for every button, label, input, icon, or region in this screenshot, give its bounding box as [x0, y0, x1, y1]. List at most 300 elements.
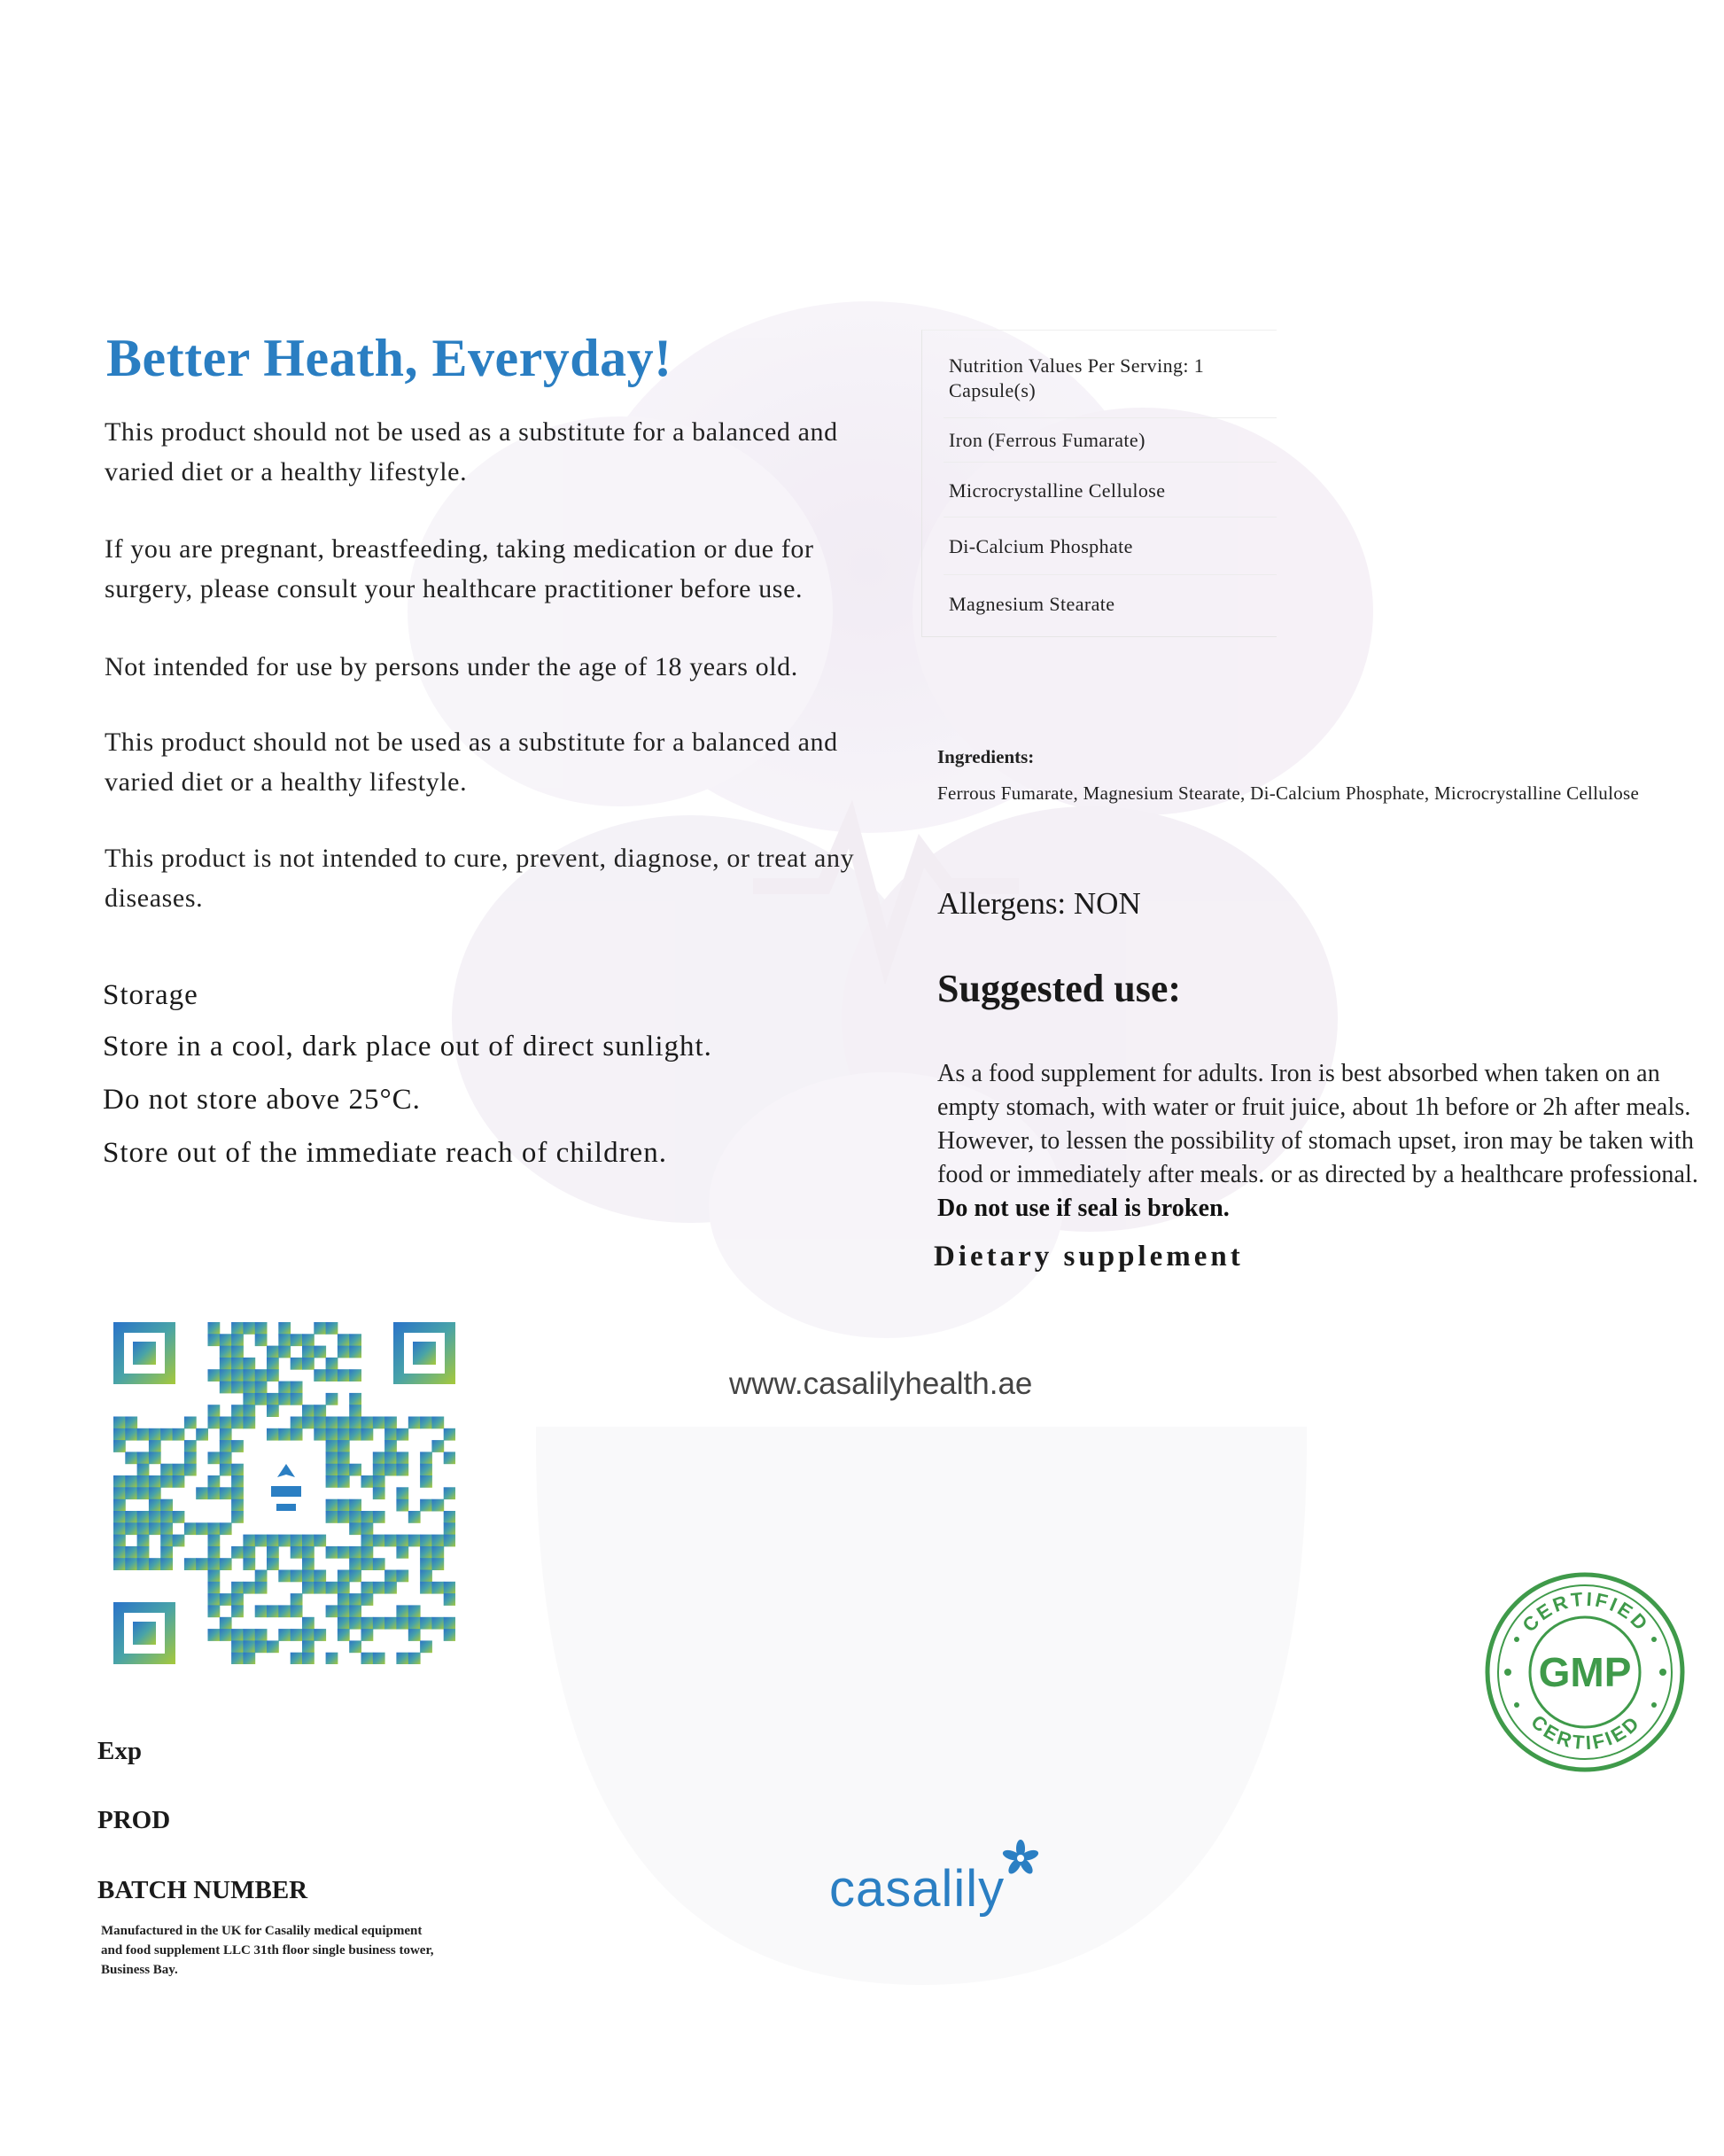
- qr-module: [243, 1405, 255, 1417]
- qr-module: [243, 1382, 255, 1394]
- qr-module: [231, 1499, 244, 1512]
- qr-module: [160, 1428, 173, 1441]
- qr-module: [444, 1452, 455, 1464]
- qr-module: [278, 1393, 291, 1405]
- qr-module: [231, 1511, 244, 1523]
- disclaimer-paragraph: If you are pregnant, breastfeeding, taking medication or due for surgery, please consult your healthcare practitioner before use.: [105, 534, 814, 603]
- qr-module: [314, 1428, 326, 1441]
- qr-module: [220, 1522, 232, 1535]
- qr-module: [431, 1582, 444, 1594]
- qr-module: [220, 1487, 232, 1499]
- qr-module: [431, 1417, 444, 1429]
- qr-module: [349, 1428, 361, 1441]
- qr-module: [302, 1558, 315, 1570]
- qr-module: [208, 1535, 221, 1547]
- qr-module: [137, 1452, 150, 1464]
- nutrition-table: [921, 330, 1277, 637]
- qr-module: [338, 1428, 350, 1441]
- qr-module: [302, 1417, 315, 1429]
- qr-module: [444, 1535, 455, 1547]
- qr-module: [243, 1322, 255, 1335]
- qr-module: [314, 1346, 326, 1358]
- qr-module: [113, 1428, 126, 1441]
- qr-module: [373, 1653, 385, 1664]
- qr-module: [113, 1440, 126, 1452]
- qr-module: [420, 1535, 432, 1547]
- qr-module: [231, 1582, 244, 1594]
- qr-module: [220, 1428, 232, 1441]
- qr-module: [420, 1417, 432, 1429]
- qr-module: [396, 1428, 408, 1441]
- qr-module: [431, 1546, 444, 1559]
- qr-module: [231, 1475, 244, 1488]
- qr-module: [231, 1605, 244, 1617]
- qr-module: [349, 1393, 361, 1405]
- batch-number-label: BATCH NUMBER: [97, 1876, 308, 1904]
- brand-logo: casalily: [829, 1860, 1006, 1918]
- qr-module: [160, 1546, 173, 1559]
- qr-module: [113, 1546, 126, 1559]
- qr-module: [149, 1452, 161, 1464]
- qr-module: [408, 1417, 421, 1429]
- qr-module: [338, 1605, 350, 1617]
- lily-flower-icon: [1001, 1839, 1040, 1878]
- qr-module: [396, 1487, 408, 1499]
- qr-module: [326, 1605, 338, 1617]
- qr-module: [173, 1511, 185, 1523]
- qr-module: [291, 1334, 303, 1346]
- qr-module: [160, 1535, 173, 1547]
- qr-module: [267, 1558, 279, 1570]
- qr-module: [137, 1487, 150, 1499]
- qr-module: [208, 1322, 221, 1335]
- qr-module: [361, 1428, 374, 1441]
- qr-module: [113, 1487, 126, 1499]
- qr-module: [243, 1653, 255, 1664]
- qr-module: [326, 1475, 338, 1488]
- qr-module: [255, 1382, 268, 1394]
- qr-module: [243, 1546, 255, 1559]
- qr-module: [125, 1487, 137, 1499]
- qr-module: [302, 1346, 315, 1358]
- qr-module: [361, 1535, 374, 1547]
- qr-module: [349, 1346, 361, 1358]
- qr-module: [314, 1629, 326, 1641]
- qr-module: [349, 1570, 361, 1583]
- qr-module: [302, 1617, 315, 1630]
- qr-module: [220, 1346, 232, 1358]
- qr-module: [220, 1417, 232, 1429]
- qr-module: [125, 1428, 137, 1441]
- qr-module: [113, 1558, 126, 1570]
- nutrition-row: Iron (Ferrous Fumarate): [949, 429, 1145, 451]
- qr-module: [373, 1464, 385, 1476]
- qr-module: [349, 1499, 361, 1512]
- qr-module: [408, 1629, 421, 1641]
- qr-module: [208, 1369, 221, 1382]
- qr-module: [220, 1382, 232, 1394]
- qr-module: [338, 1475, 350, 1488]
- qr-module: [291, 1393, 303, 1405]
- qr-module: [338, 1570, 350, 1583]
- qr-module: [396, 1452, 408, 1464]
- seal-center-text: GMP: [1538, 1649, 1632, 1695]
- ingredients-text: Ferrous Fumarate, Magnesium Stearate, Di-Calcium Phosphate, Microcrystalline Cellulose: [937, 782, 1640, 804]
- qr-module: [208, 1629, 221, 1641]
- qr-module: [231, 1334, 244, 1346]
- qr-module: [384, 1464, 397, 1476]
- qr-module: [338, 1440, 350, 1452]
- qr-module: [338, 1593, 350, 1606]
- qr-module: [302, 1546, 315, 1559]
- qr-module: [291, 1653, 303, 1664]
- qr-module: [373, 1417, 385, 1429]
- qr-module: [231, 1640, 244, 1653]
- qr-module: [349, 1334, 361, 1346]
- qr-module: [338, 1629, 350, 1641]
- qr-module: [278, 1629, 291, 1641]
- qr-module: [396, 1546, 408, 1559]
- qr-module: [278, 1570, 291, 1583]
- qr-module: [243, 1640, 255, 1653]
- qr-module: [431, 1617, 444, 1630]
- qr-module: [396, 1464, 408, 1476]
- qr-module: [243, 1393, 255, 1405]
- qr-module: [291, 1593, 303, 1606]
- qr-module: [160, 1499, 173, 1512]
- qr-module: [255, 1369, 268, 1382]
- qr-module: [267, 1369, 279, 1382]
- qr-module: [326, 1358, 338, 1370]
- storage-line: Store in a cool, dark place out of direct sunlight.: [103, 1031, 712, 1062]
- qr-module: [361, 1558, 374, 1570]
- qr-module: [291, 1570, 303, 1583]
- qr-module: [208, 1487, 221, 1499]
- qr-module: [420, 1452, 432, 1464]
- qr-module: [278, 1428, 291, 1441]
- qr-module: [173, 1428, 185, 1441]
- qr-module: [373, 1452, 385, 1464]
- qr-module: [291, 1382, 303, 1394]
- qr-module: [361, 1417, 374, 1429]
- nutrition-row: Microcrystalline Cellulose: [949, 479, 1166, 502]
- qr-module: [384, 1535, 397, 1547]
- qr-module: [208, 1405, 221, 1417]
- qr-module: [373, 1487, 385, 1499]
- nutrition-row: Di-Calcium Phosphate: [949, 535, 1133, 557]
- qr-module: [396, 1617, 408, 1630]
- qr-module: [220, 1464, 232, 1476]
- qr-module: [149, 1522, 161, 1535]
- qr-module: [255, 1582, 268, 1594]
- qr-module: [208, 1546, 221, 1559]
- qr-module: [196, 1487, 208, 1499]
- qr-module: [420, 1582, 432, 1594]
- qr-module: [349, 1464, 361, 1476]
- qr-module: [326, 1511, 338, 1523]
- qr-module: [231, 1405, 244, 1417]
- qr-module: [231, 1593, 244, 1606]
- qr-module: [338, 1417, 350, 1429]
- qr-module: [220, 1440, 232, 1452]
- manufacturer-note: Manufactured in the UK for Casalily medical equipment and food supplement LLC 31th floor single business tower, Business Bay.: [101, 1924, 434, 1977]
- qr-module: [231, 1346, 244, 1358]
- qr-module: [243, 1417, 255, 1429]
- gmp-seal-icon: [1481, 1568, 1689, 1777]
- qr-module: [184, 1440, 197, 1452]
- qr-module: [255, 1605, 268, 1617]
- qr-module: [361, 1653, 374, 1664]
- qr-module: [243, 1558, 255, 1570]
- qr-module: [444, 1629, 455, 1641]
- qr-module: [267, 1640, 279, 1653]
- qr-module: [420, 1617, 432, 1630]
- qr-module: [408, 1605, 421, 1617]
- qr-module: [326, 1499, 338, 1512]
- qr-module: [278, 1605, 291, 1617]
- qr-module: [231, 1382, 244, 1394]
- qr-module: [267, 1605, 279, 1617]
- qr-module: [291, 1417, 303, 1429]
- qr-module: [231, 1417, 244, 1429]
- qr-module: [149, 1487, 161, 1499]
- qr-module: [231, 1487, 244, 1499]
- qr-module: [349, 1546, 361, 1559]
- qr-module: [231, 1629, 244, 1641]
- qr-module: [384, 1440, 397, 1452]
- qr-module: [149, 1475, 161, 1488]
- qr-module: [338, 1334, 350, 1346]
- ingredients-title: Ingredients:: [937, 746, 1035, 767]
- qr-module: [160, 1464, 173, 1476]
- qr-module: [267, 1393, 279, 1405]
- qr-module: [255, 1629, 268, 1641]
- qr-module: [125, 1475, 137, 1488]
- qr-module: [231, 1653, 244, 1664]
- qr-module: [231, 1369, 244, 1382]
- nutrition-row: Nutrition Values Per Serving: 1 Capsule(s): [949, 354, 1205, 401]
- qr-module: [125, 1417, 137, 1429]
- qr-module: [149, 1428, 161, 1441]
- qr-module: [278, 1535, 291, 1547]
- seal-warning: Do not use if seal is broken.: [937, 1195, 1230, 1222]
- qr-module: [231, 1322, 244, 1335]
- qr-module: [373, 1617, 385, 1630]
- qr-module: [431, 1535, 444, 1547]
- website-link[interactable]: www.casalilyhealth.ae: [729, 1366, 1033, 1401]
- qr-module: [326, 1322, 338, 1335]
- qr-module: [196, 1522, 208, 1535]
- qr-module: [302, 1640, 315, 1653]
- qr-module: [384, 1582, 397, 1594]
- qr-module: [384, 1617, 397, 1630]
- qr-module: [302, 1535, 315, 1547]
- qr-module: [444, 1582, 455, 1594]
- qr-module: [384, 1428, 397, 1441]
- qr-module: [278, 1334, 291, 1346]
- qr-module: [184, 1452, 197, 1464]
- qr-module: [338, 1464, 350, 1476]
- qr-module: [113, 1475, 126, 1488]
- qr-module: [396, 1499, 408, 1512]
- qr-module: [243, 1535, 255, 1547]
- qr-module: [255, 1393, 268, 1405]
- qr-module: [326, 1464, 338, 1476]
- qr-module: [231, 1440, 244, 1452]
- qr-module: [113, 1535, 126, 1547]
- qr-module: [208, 1582, 221, 1594]
- qr-module: [137, 1475, 150, 1488]
- qr-module: [420, 1570, 432, 1583]
- qr-module: [208, 1593, 221, 1606]
- qr-module: [349, 1640, 361, 1653]
- qr-module: [137, 1522, 150, 1535]
- qr-module: [420, 1464, 432, 1476]
- qr-module: [361, 1475, 374, 1488]
- qr-module: [396, 1535, 408, 1547]
- qr-module: [267, 1546, 279, 1559]
- qr-module: [373, 1535, 385, 1547]
- suggested-use-body: As a food supplement for adults. Iron is best absorbed when taken on an empty stomach, with water or fruit juice, about 1h before or 2h after meals. However, to lessen the possibility of stomach upset, iron may be taken with food or immediately after meals. or as directed by a healthcare professional.: [937, 1060, 1699, 1188]
- qr-module: [113, 1417, 126, 1429]
- qr-module: [255, 1334, 268, 1346]
- qr-module: [267, 1405, 279, 1417]
- qr-module: [408, 1617, 421, 1630]
- disclaimer-paragraph: This product is not intended to cure, prevent, diagnose, or treat any diseases.: [105, 844, 855, 913]
- qr-module: [125, 1558, 137, 1570]
- qr-module: [173, 1535, 185, 1547]
- qr-module: [302, 1570, 315, 1583]
- qr-module: [125, 1511, 137, 1523]
- qr-module: [278, 1346, 291, 1358]
- qr-module: [384, 1452, 397, 1464]
- qr-module: [149, 1440, 161, 1452]
- qr-module: [291, 1605, 303, 1617]
- qr-module: [326, 1428, 338, 1441]
- page-title: Better Heath, Everyday!: [106, 329, 672, 387]
- qr-module: [373, 1475, 385, 1488]
- qr-module: [220, 1334, 232, 1346]
- qr-module: [291, 1428, 303, 1441]
- qr-module: [444, 1428, 455, 1441]
- qr-module: [184, 1522, 197, 1535]
- qr-module: [338, 1546, 350, 1559]
- qr-module: [373, 1511, 385, 1523]
- qr-module: [208, 1334, 221, 1346]
- qr-module: [220, 1617, 232, 1630]
- qr-module: [160, 1558, 173, 1570]
- qr-module: [408, 1653, 421, 1664]
- qr-module: [338, 1582, 350, 1594]
- dietary-supplement-label: Dietary supplement: [934, 1241, 1244, 1273]
- disclaimer-paragraph: This product should not be used as a substitute for a balanced and varied diet or a healthy lifestyle.: [105, 728, 838, 797]
- qr-module: [326, 1440, 338, 1452]
- qr-module: [361, 1629, 374, 1641]
- qr-module: [137, 1464, 150, 1476]
- disclaimer-paragraph: Not intended for use by persons under the age of 18 years old.: [105, 652, 798, 681]
- prod-label: PROD: [97, 1806, 171, 1834]
- qr-module: [137, 1546, 150, 1559]
- qr-module: [208, 1475, 221, 1488]
- qr-module: [338, 1452, 350, 1464]
- disclaimer-paragraph: This product should not be used as a substitute for a balanced and varied diet or a healthy lifestyle.: [105, 417, 838, 486]
- qr-module: [113, 1511, 126, 1523]
- seal-bottom-text: CERTIFIED: [1526, 1710, 1645, 1755]
- qr-module: [338, 1369, 350, 1382]
- qr-module: [278, 1382, 291, 1394]
- qr-module: [184, 1417, 197, 1429]
- qr-module: [314, 1417, 326, 1429]
- qr-module: [302, 1358, 315, 1370]
- qr-module: [431, 1440, 444, 1452]
- qr-module: [184, 1464, 197, 1476]
- qr-module: [125, 1546, 137, 1559]
- qr-module: [291, 1629, 303, 1641]
- qr-module: [396, 1570, 408, 1583]
- qr-module: [160, 1475, 173, 1488]
- qr-module: [420, 1640, 432, 1653]
- qr-module: [255, 1535, 268, 1547]
- qr-module: [326, 1582, 338, 1594]
- qr-module: [137, 1511, 150, 1523]
- qr-module: [160, 1511, 173, 1523]
- qr-module: [396, 1653, 408, 1664]
- qr-module: [444, 1617, 455, 1630]
- qr-module: [302, 1405, 315, 1417]
- qr-module: [302, 1653, 315, 1664]
- qr-module: [173, 1475, 185, 1488]
- qr-module: [255, 1640, 268, 1653]
- qr-module: [444, 1593, 455, 1606]
- qr-module: [349, 1522, 361, 1535]
- qr-module: [302, 1629, 315, 1641]
- qr-module: [444, 1487, 455, 1499]
- qr-module: [243, 1358, 255, 1370]
- qr-module: [361, 1511, 374, 1523]
- qr-module: [302, 1582, 315, 1594]
- suggested-use-text: [937, 1057, 1712, 1226]
- qr-module: [338, 1511, 350, 1523]
- qr-module: [396, 1605, 408, 1617]
- qr-module: [149, 1499, 161, 1512]
- qr-module: [278, 1322, 291, 1335]
- qr-module: [314, 1582, 326, 1594]
- qr-module: [231, 1358, 244, 1370]
- qr-module: [384, 1417, 397, 1429]
- storage-line: Do not store above 25°C.: [103, 1084, 421, 1116]
- qr-module: [267, 1346, 279, 1358]
- qr-module: [326, 1417, 338, 1429]
- qr-module: [326, 1653, 338, 1664]
- qr-module: [208, 1558, 221, 1570]
- qr-module: [208, 1570, 221, 1583]
- qr-module: [444, 1511, 455, 1523]
- qr-module: [243, 1629, 255, 1641]
- qr-module: [373, 1582, 385, 1594]
- qr-module: [113, 1499, 126, 1512]
- qr-module: [137, 1558, 150, 1570]
- qr-module: [302, 1334, 315, 1346]
- qr-module: [291, 1358, 303, 1370]
- qr-module: [231, 1546, 244, 1559]
- qr-module: [220, 1452, 232, 1464]
- qr-module: [349, 1405, 361, 1417]
- qr-module: [349, 1617, 361, 1630]
- qr-module: [125, 1522, 137, 1535]
- qr-module: [361, 1593, 374, 1606]
- seal-top-text: CERTIFIED: [1518, 1587, 1654, 1637]
- qr-module: [326, 1369, 338, 1382]
